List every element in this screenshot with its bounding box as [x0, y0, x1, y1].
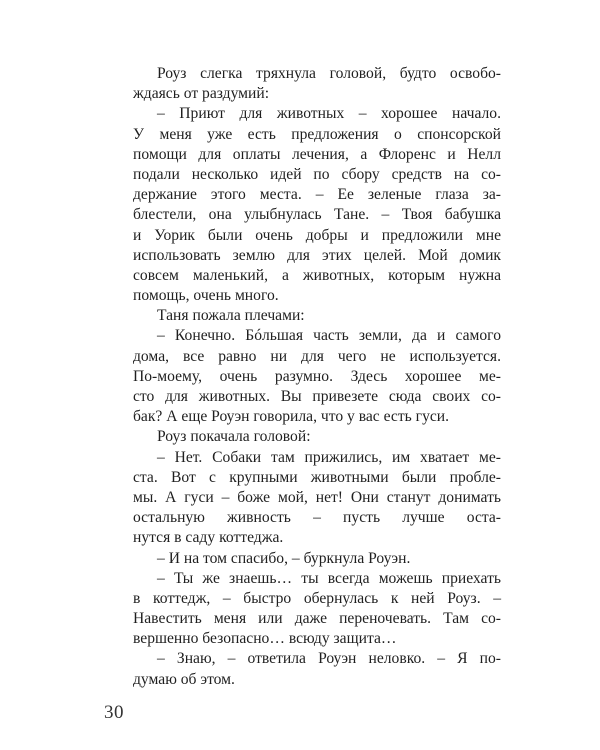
text-line: ждаясь от раздумий:: [133, 85, 270, 103]
text-line: – Конечно. Бóльшая часть земли, да и самого: [157, 327, 501, 345]
text-line: У меня уже есть предложения о спонсорской: [133, 125, 501, 143]
text-line: остальную живность – пусть лучше оста-: [133, 509, 501, 527]
text-line: ста. Вот с крупными животными были пробле-: [133, 468, 501, 486]
text-line: совсем маленький, а животных, которым нужна: [133, 266, 501, 284]
text-line: помощь, очень много.: [133, 287, 279, 305]
text-line: думаю об этом.: [133, 670, 235, 688]
text-line: и Уорик были очень добры и предложили мне: [133, 226, 501, 244]
text-line: мы. А гуси – боже мой, нет! Они станут донимать: [133, 488, 501, 506]
text-line: вершенно безопасно… всюду защита…: [133, 630, 397, 648]
text-line: – Ты же знаешь… ты всегда можешь приехать: [157, 569, 501, 587]
text-line: – Нет. Собаки там прижились, им хватает ме-: [157, 448, 501, 466]
text-line: Роуз покачала головой:: [157, 428, 311, 446]
text-line: держание этого места. – Ее зеленые глаза за-: [133, 186, 501, 204]
text-line: в коттедж, – быстро обернулась к ней Роуз. –: [133, 589, 501, 607]
page-number: 30: [104, 702, 124, 723]
text-line: – И на том спасибо, – буркнула Роуэн.: [157, 549, 411, 567]
text-line: нутся в саду коттеджа.: [133, 529, 284, 547]
text-line: Таня пожала плечами:: [157, 307, 305, 325]
page-body-text: [133, 64, 501, 690]
text-line: – Знаю, – ответила Роуэн неловко. – Я по-: [157, 650, 501, 668]
text-line: По-моему, очень разумно. Здесь хорошее ме-: [133, 367, 501, 385]
text-line: Роуз слегка тряхнула головой, будто освобо-: [157, 65, 501, 82]
text-line: подали несколько идей по сбору средств на со-: [133, 165, 501, 183]
text-line: бак? А еще Роуэн говорила, что у вас есть гуси.: [133, 408, 450, 426]
text-line: блестели, она улыбнулась Тане. – Твоя бабушка: [133, 206, 501, 224]
text-line: Навестить меня или даже переночевать. Там со-: [133, 610, 501, 628]
text-line: сто для животных. Вы привезете сюда своих со-: [133, 388, 501, 405]
text-line: дома, все равно ни для чего не используется.: [133, 347, 501, 365]
text-line: – Приют для животных – хорошее начало.: [157, 105, 501, 123]
text-line: использовать землю для этих целей. Мой домик: [133, 246, 501, 264]
text-line: помощи для оплаты лечения, а Флоренс и Нелл: [133, 145, 501, 163]
